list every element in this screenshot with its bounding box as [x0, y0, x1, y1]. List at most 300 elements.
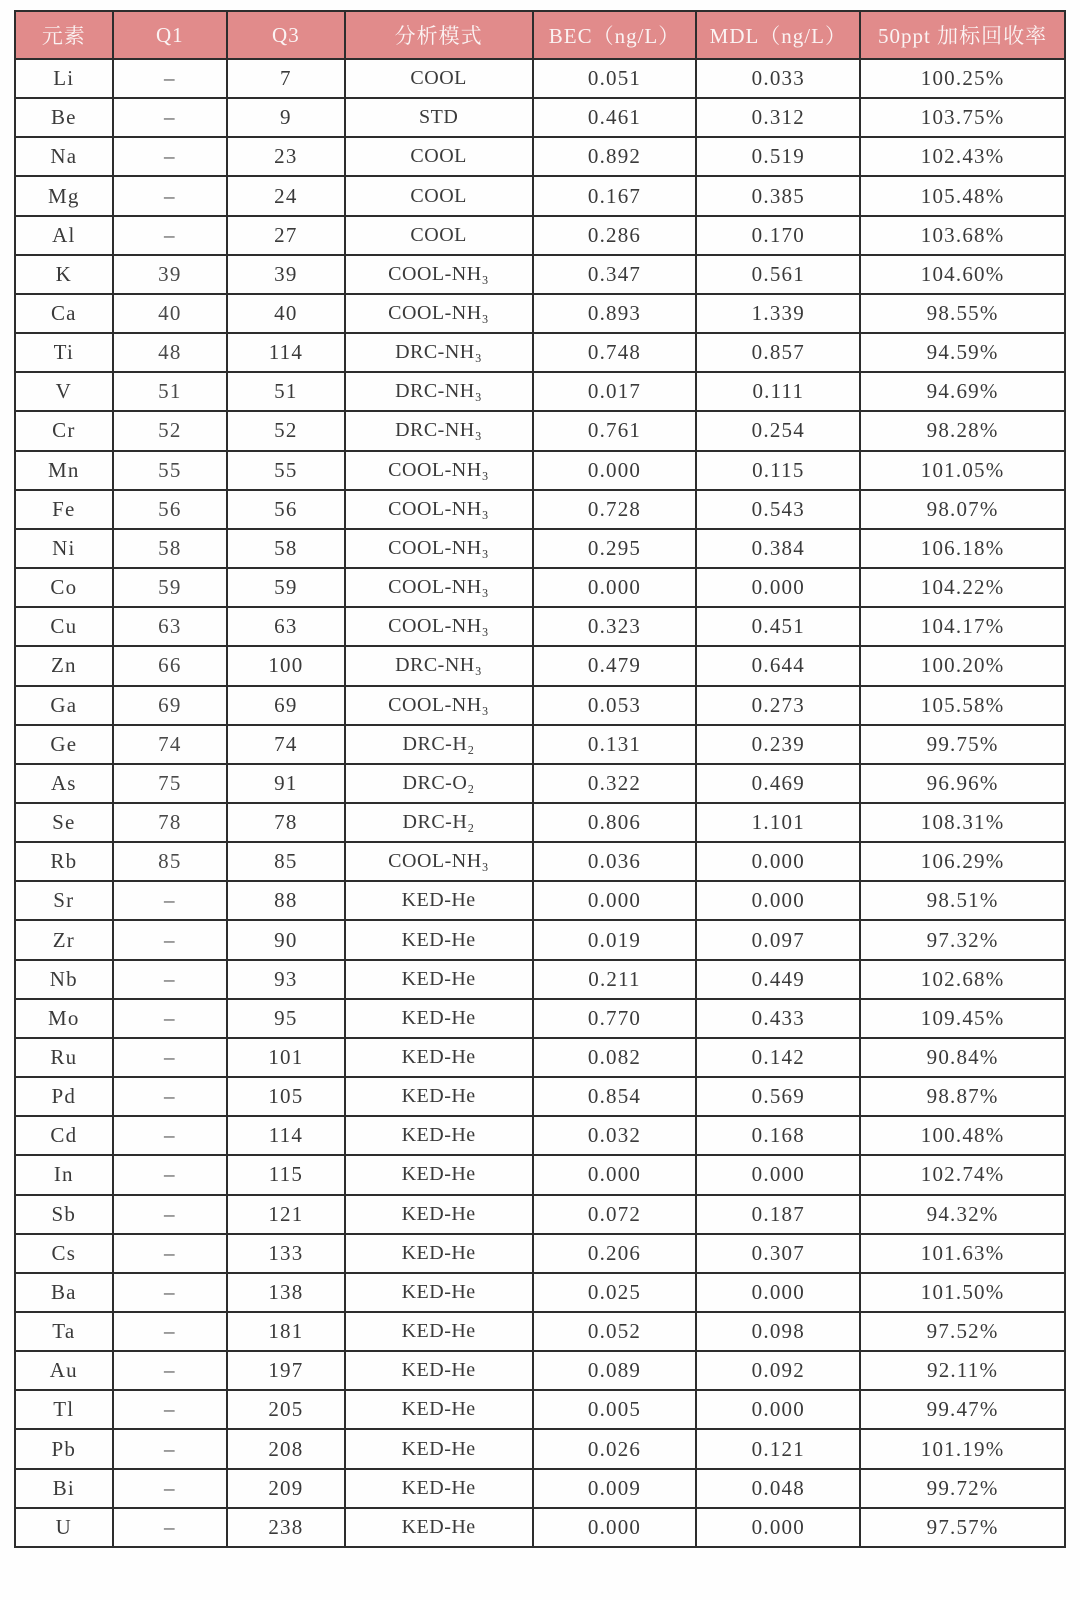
cell-q3: 209: [227, 1469, 345, 1508]
cell-mode: KED-He: [345, 1077, 533, 1116]
cell-recovery: 104.22%: [860, 568, 1065, 607]
cell-q1: –: [113, 881, 227, 920]
table-row: [15, 372, 1065, 411]
cell-recovery: 98.87%: [860, 1077, 1065, 1116]
cell-element: Ga: [15, 686, 113, 725]
cell-element: Ru: [15, 1038, 113, 1077]
cell-q3: 197: [227, 1351, 345, 1390]
cell-bec: 0.025: [533, 1273, 697, 1312]
cell-mode: DRC-NH₃: [345, 646, 533, 685]
cell-mode: DRC-NH₃: [345, 333, 533, 372]
cell-element: Se: [15, 803, 113, 842]
cell-mdl: 1.101: [696, 803, 860, 842]
cell-bec: 0.892: [533, 137, 697, 176]
cell-bec: 0.286: [533, 216, 697, 255]
cell-mdl: 0.033: [696, 59, 860, 98]
cell-q1: –: [113, 59, 227, 98]
cell-q1: 78: [113, 803, 227, 842]
cell-mdl: 0.254: [696, 411, 860, 450]
cell-mode: KED-He: [345, 1038, 533, 1077]
cell-recovery: 104.60%: [860, 255, 1065, 294]
cell-bec: 0.479: [533, 646, 697, 685]
cell-bec: 0.017: [533, 372, 697, 411]
cell-element: Zr: [15, 920, 113, 959]
table-row: [15, 1234, 1065, 1273]
cell-mdl: 0.000: [696, 842, 860, 881]
cell-bec: 0.000: [533, 881, 697, 920]
cell-mode: KED-He: [345, 1234, 533, 1273]
header-row: [15, 11, 1065, 59]
cell-q1: –: [113, 98, 227, 137]
cell-mode: KED-He: [345, 1429, 533, 1468]
cell-q3: 105: [227, 1077, 345, 1116]
cell-bec: 0.053: [533, 686, 697, 725]
cell-bec: 0.322: [533, 764, 697, 803]
cell-recovery: 97.57%: [860, 1508, 1065, 1547]
cell-mdl: 0.000: [696, 568, 860, 607]
cell-recovery: 96.96%: [860, 764, 1065, 803]
cell-bec: 0.347: [533, 255, 697, 294]
table-row: [15, 294, 1065, 333]
cell-bec: 0.019: [533, 920, 697, 959]
cell-q3: 93: [227, 960, 345, 999]
cell-q1: 85: [113, 842, 227, 881]
cell-recovery: 102.68%: [860, 960, 1065, 999]
cell-element: In: [15, 1155, 113, 1194]
cell-mdl: 0.385: [696, 176, 860, 215]
cell-bec: 0.728: [533, 490, 697, 529]
cell-recovery: 105.58%: [860, 686, 1065, 725]
cell-q3: 121: [227, 1195, 345, 1234]
cell-bec: 0.032: [533, 1116, 697, 1155]
cell-q3: 101: [227, 1038, 345, 1077]
cell-mode: KED-He: [345, 1351, 533, 1390]
table-row: [15, 59, 1065, 98]
table-row: [15, 529, 1065, 568]
cell-bec: 0.167: [533, 176, 697, 215]
cell-recovery: 97.32%: [860, 920, 1065, 959]
cell-element: Cr: [15, 411, 113, 450]
cell-mode: KED-He: [345, 1390, 533, 1429]
table-row: [15, 1351, 1065, 1390]
cell-q1: –: [113, 1116, 227, 1155]
cell-q3: 58: [227, 529, 345, 568]
cell-mdl: 0.048: [696, 1469, 860, 1508]
table-body: [15, 59, 1065, 1547]
table-row: [15, 960, 1065, 999]
cell-mdl: 0.569: [696, 1077, 860, 1116]
cell-q3: 56: [227, 490, 345, 529]
cell-recovery: 94.59%: [860, 333, 1065, 372]
cell-bec: 0.005: [533, 1390, 697, 1429]
cell-q3: 78: [227, 803, 345, 842]
cell-bec: 0.000: [533, 1508, 697, 1547]
cell-recovery: 102.43%: [860, 137, 1065, 176]
cell-q1: 48: [113, 333, 227, 372]
table-row: [15, 216, 1065, 255]
cell-recovery: 106.18%: [860, 529, 1065, 568]
table-row: [15, 607, 1065, 646]
cell-q1: 69: [113, 686, 227, 725]
cell-q1: –: [113, 176, 227, 215]
cell-mode: KED-He: [345, 881, 533, 920]
cell-q1: –: [113, 960, 227, 999]
cell-recovery: 103.68%: [860, 216, 1065, 255]
cell-recovery: 102.74%: [860, 1155, 1065, 1194]
cell-bec: 0.000: [533, 1155, 697, 1194]
cell-bec: 0.072: [533, 1195, 697, 1234]
cell-mdl: 0.111: [696, 372, 860, 411]
cell-recovery: 101.05%: [860, 451, 1065, 490]
cell-element: Ge: [15, 725, 113, 764]
cell-bec: 0.770: [533, 999, 697, 1038]
cell-element: As: [15, 764, 113, 803]
cell-recovery: 106.29%: [860, 842, 1065, 881]
cell-mdl: 0.170: [696, 216, 860, 255]
cell-mode: DRC-H₂: [345, 803, 533, 842]
cell-mdl: 0.469: [696, 764, 860, 803]
table-row: [15, 568, 1065, 607]
table-row: [15, 764, 1065, 803]
cell-bec: 0.761: [533, 411, 697, 450]
cell-mode: KED-He: [345, 1195, 533, 1234]
cell-mdl: 0.433: [696, 999, 860, 1038]
cell-element: Pb: [15, 1429, 113, 1468]
cell-bec: 0.036: [533, 842, 697, 881]
cell-recovery: 98.28%: [860, 411, 1065, 450]
cell-q3: 9: [227, 98, 345, 137]
cell-bec: 0.000: [533, 451, 697, 490]
cell-q1: 52: [113, 411, 227, 450]
cell-q3: 7: [227, 59, 345, 98]
cell-bec: 0.082: [533, 1038, 697, 1077]
cell-mdl: 0.121: [696, 1429, 860, 1468]
cell-q1: 74: [113, 725, 227, 764]
table-row: [15, 725, 1065, 764]
cell-mdl: 0.168: [696, 1116, 860, 1155]
table-row: [15, 1273, 1065, 1312]
cell-element: Ba: [15, 1273, 113, 1312]
cell-recovery: 94.32%: [860, 1195, 1065, 1234]
cell-q1: –: [113, 1234, 227, 1273]
cell-recovery: 109.45%: [860, 999, 1065, 1038]
cell-q1: –: [113, 1038, 227, 1077]
cell-element: Cs: [15, 1234, 113, 1273]
cell-bec: 0.009: [533, 1469, 697, 1508]
cell-recovery: 99.75%: [860, 725, 1065, 764]
cell-q3: 51: [227, 372, 345, 411]
cell-q3: 91: [227, 764, 345, 803]
header-q3: Q3: [227, 11, 345, 59]
table-row: [15, 881, 1065, 920]
cell-q3: 55: [227, 451, 345, 490]
cell-q1: –: [113, 1429, 227, 1468]
cell-q1: –: [113, 216, 227, 255]
header-mdl: MDL（ng/L）: [696, 11, 860, 59]
table-row: [15, 1508, 1065, 1547]
cell-mode: KED-He: [345, 999, 533, 1038]
cell-q1: –: [113, 1195, 227, 1234]
table-row: [15, 137, 1065, 176]
cell-q1: 66: [113, 646, 227, 685]
header-bec: BEC（ng/L）: [533, 11, 697, 59]
cell-mode: DRC-H₂: [345, 725, 533, 764]
cell-q1: –: [113, 1351, 227, 1390]
cell-element: Al: [15, 216, 113, 255]
cell-element: Be: [15, 98, 113, 137]
cell-mdl: 0.519: [696, 137, 860, 176]
cell-mode: KED-He: [345, 1469, 533, 1508]
cell-mdl: 0.098: [696, 1312, 860, 1351]
cell-q1: 51: [113, 372, 227, 411]
icpms-results-table: [14, 10, 1066, 1548]
cell-mode: COOL-NH₃: [345, 294, 533, 333]
cell-element: Li: [15, 59, 113, 98]
cell-mode: KED-He: [345, 1155, 533, 1194]
cell-mdl: 0.449: [696, 960, 860, 999]
cell-recovery: 97.52%: [860, 1312, 1065, 1351]
header-recovery: 50ppt 加标回收率: [860, 11, 1065, 59]
cell-q3: 40: [227, 294, 345, 333]
cell-mdl: 0.384: [696, 529, 860, 568]
cell-element: Fe: [15, 490, 113, 529]
cell-q3: 205: [227, 1390, 345, 1429]
table-row: [15, 920, 1065, 959]
cell-recovery: 98.51%: [860, 881, 1065, 920]
cell-bec: 0.052: [533, 1312, 697, 1351]
cell-bec: 0.748: [533, 333, 697, 372]
table-row: [15, 1116, 1065, 1155]
table-row: [15, 803, 1065, 842]
header-mode: 分析模式: [345, 11, 533, 59]
cell-mdl: 0.000: [696, 881, 860, 920]
cell-recovery: 98.07%: [860, 490, 1065, 529]
table-row: [15, 98, 1065, 137]
cell-mdl: 0.000: [696, 1155, 860, 1194]
cell-recovery: 100.25%: [860, 59, 1065, 98]
cell-bec: 0.854: [533, 1077, 697, 1116]
cell-q3: 69: [227, 686, 345, 725]
cell-element: Mg: [15, 176, 113, 215]
cell-element: Sr: [15, 881, 113, 920]
cell-mdl: 0.307: [696, 1234, 860, 1273]
cell-q3: 88: [227, 881, 345, 920]
cell-mdl: 0.312: [696, 98, 860, 137]
cell-q3: 138: [227, 1273, 345, 1312]
cell-mdl: 0.273: [696, 686, 860, 725]
cell-mdl: 0.142: [696, 1038, 860, 1077]
cell-mdl: 0.097: [696, 920, 860, 959]
table-row: [15, 999, 1065, 1038]
cell-mode: KED-He: [345, 1312, 533, 1351]
cell-bec: 0.295: [533, 529, 697, 568]
cell-recovery: 104.17%: [860, 607, 1065, 646]
cell-bec: 0.211: [533, 960, 697, 999]
cell-element: Mo: [15, 999, 113, 1038]
cell-mdl: 0.451: [696, 607, 860, 646]
cell-q1: 39: [113, 255, 227, 294]
cell-mdl: 0.115: [696, 451, 860, 490]
cell-q3: 208: [227, 1429, 345, 1468]
cell-recovery: 90.84%: [860, 1038, 1065, 1077]
table-header: [15, 11, 1065, 59]
cell-recovery: 99.47%: [860, 1390, 1065, 1429]
cell-recovery: 101.63%: [860, 1234, 1065, 1273]
cell-mode: KED-He: [345, 960, 533, 999]
cell-q3: 74: [227, 725, 345, 764]
cell-q3: 59: [227, 568, 345, 607]
cell-q3: 133: [227, 1234, 345, 1273]
cell-q3: 52: [227, 411, 345, 450]
cell-mdl: 0.092: [696, 1351, 860, 1390]
cell-q3: 114: [227, 333, 345, 372]
cell-mdl: 0.561: [696, 255, 860, 294]
cell-q1: 56: [113, 490, 227, 529]
cell-recovery: 108.31%: [860, 803, 1065, 842]
cell-recovery: 101.19%: [860, 1429, 1065, 1468]
cell-q3: 90: [227, 920, 345, 959]
cell-mdl: 0.543: [696, 490, 860, 529]
cell-q3: 63: [227, 607, 345, 646]
cell-q3: 24: [227, 176, 345, 215]
cell-q1: –: [113, 1508, 227, 1547]
cell-mode: COOL-NH₃: [345, 842, 533, 881]
cell-mode: COOL-NH₃: [345, 451, 533, 490]
cell-q1: 59: [113, 568, 227, 607]
table-row: [15, 333, 1065, 372]
cell-q3: 39: [227, 255, 345, 294]
cell-q1: –: [113, 1273, 227, 1312]
cell-mode: COOL-NH₃: [345, 529, 533, 568]
cell-q3: 27: [227, 216, 345, 255]
cell-q3: 114: [227, 1116, 345, 1155]
cell-q1: 75: [113, 764, 227, 803]
header-q1: Q1: [113, 11, 227, 59]
cell-mode: COOL: [345, 216, 533, 255]
cell-mode: COOL-NH₃: [345, 490, 533, 529]
cell-recovery: 99.72%: [860, 1469, 1065, 1508]
cell-mdl: 0.000: [696, 1508, 860, 1547]
table-row: [15, 1390, 1065, 1429]
cell-q3: 85: [227, 842, 345, 881]
table-row: [15, 1312, 1065, 1351]
cell-mode: COOL-NH₃: [345, 568, 533, 607]
cell-mdl: 0.239: [696, 725, 860, 764]
cell-q1: –: [113, 137, 227, 176]
cell-mode: COOL-NH₃: [345, 686, 533, 725]
table-row: [15, 1429, 1065, 1468]
cell-mode: COOL: [345, 59, 533, 98]
cell-mdl: 1.339: [696, 294, 860, 333]
cell-element: Tl: [15, 1390, 113, 1429]
cell-mode: COOL-NH₃: [345, 255, 533, 294]
cell-q1: 40: [113, 294, 227, 333]
cell-bec: 0.089: [533, 1351, 697, 1390]
cell-q1: –: [113, 1469, 227, 1508]
table-row: [15, 1077, 1065, 1116]
cell-element: Co: [15, 568, 113, 607]
cell-bec: 0.026: [533, 1429, 697, 1468]
cell-q1: –: [113, 999, 227, 1038]
table-row: [15, 842, 1065, 881]
cell-recovery: 94.69%: [860, 372, 1065, 411]
cell-mode: KED-He: [345, 920, 533, 959]
cell-recovery: 92.11%: [860, 1351, 1065, 1390]
cell-recovery: 98.55%: [860, 294, 1065, 333]
cell-q3: 100: [227, 646, 345, 685]
cell-q3: 115: [227, 1155, 345, 1194]
cell-element: Mn: [15, 451, 113, 490]
cell-element: Bi: [15, 1469, 113, 1508]
cell-bec: 0.893: [533, 294, 697, 333]
table-row: [15, 490, 1065, 529]
cell-q1: –: [113, 920, 227, 959]
table-row: [15, 1155, 1065, 1194]
cell-bec: 0.131: [533, 725, 697, 764]
table-row: [15, 255, 1065, 294]
cell-element: Na: [15, 137, 113, 176]
cell-recovery: 100.20%: [860, 646, 1065, 685]
cell-recovery: 100.48%: [860, 1116, 1065, 1155]
table-row: [15, 451, 1065, 490]
cell-q3: 95: [227, 999, 345, 1038]
cell-element: Zn: [15, 646, 113, 685]
cell-element: Pd: [15, 1077, 113, 1116]
cell-element: Ca: [15, 294, 113, 333]
cell-mode: KED-He: [345, 1508, 533, 1547]
cell-bec: 0.000: [533, 568, 697, 607]
cell-element: Sb: [15, 1195, 113, 1234]
cell-mode: COOL-NH₃: [345, 607, 533, 646]
cell-element: Au: [15, 1351, 113, 1390]
cell-q3: 181: [227, 1312, 345, 1351]
header-element: 元素: [15, 11, 113, 59]
cell-mode: DRC-NH₃: [345, 372, 533, 411]
cell-mdl: 0.857: [696, 333, 860, 372]
cell-q1: 63: [113, 607, 227, 646]
cell-element: Ta: [15, 1312, 113, 1351]
cell-mdl: 0.000: [696, 1273, 860, 1312]
icpms-results-table-container: [14, 10, 1066, 1548]
cell-element: Ti: [15, 333, 113, 372]
cell-mdl: 0.187: [696, 1195, 860, 1234]
table-row: [15, 411, 1065, 450]
cell-bec: 0.806: [533, 803, 697, 842]
cell-bec: 0.323: [533, 607, 697, 646]
table-row: [15, 1195, 1065, 1234]
cell-q1: –: [113, 1390, 227, 1429]
cell-q1: 58: [113, 529, 227, 568]
cell-q1: –: [113, 1312, 227, 1351]
cell-recovery: 103.75%: [860, 98, 1065, 137]
cell-bec: 0.461: [533, 98, 697, 137]
cell-q1: 55: [113, 451, 227, 490]
cell-element: Rb: [15, 842, 113, 881]
cell-recovery: 101.50%: [860, 1273, 1065, 1312]
cell-q1: –: [113, 1155, 227, 1194]
cell-mode: STD: [345, 98, 533, 137]
cell-q3: 23: [227, 137, 345, 176]
cell-mdl: 0.644: [696, 646, 860, 685]
cell-element: V: [15, 372, 113, 411]
cell-mode: COOL: [345, 137, 533, 176]
cell-element: Nb: [15, 960, 113, 999]
cell-bec: 0.206: [533, 1234, 697, 1273]
table-row: [15, 686, 1065, 725]
table-row: [15, 176, 1065, 215]
cell-mode: KED-He: [345, 1116, 533, 1155]
cell-bec: 0.051: [533, 59, 697, 98]
